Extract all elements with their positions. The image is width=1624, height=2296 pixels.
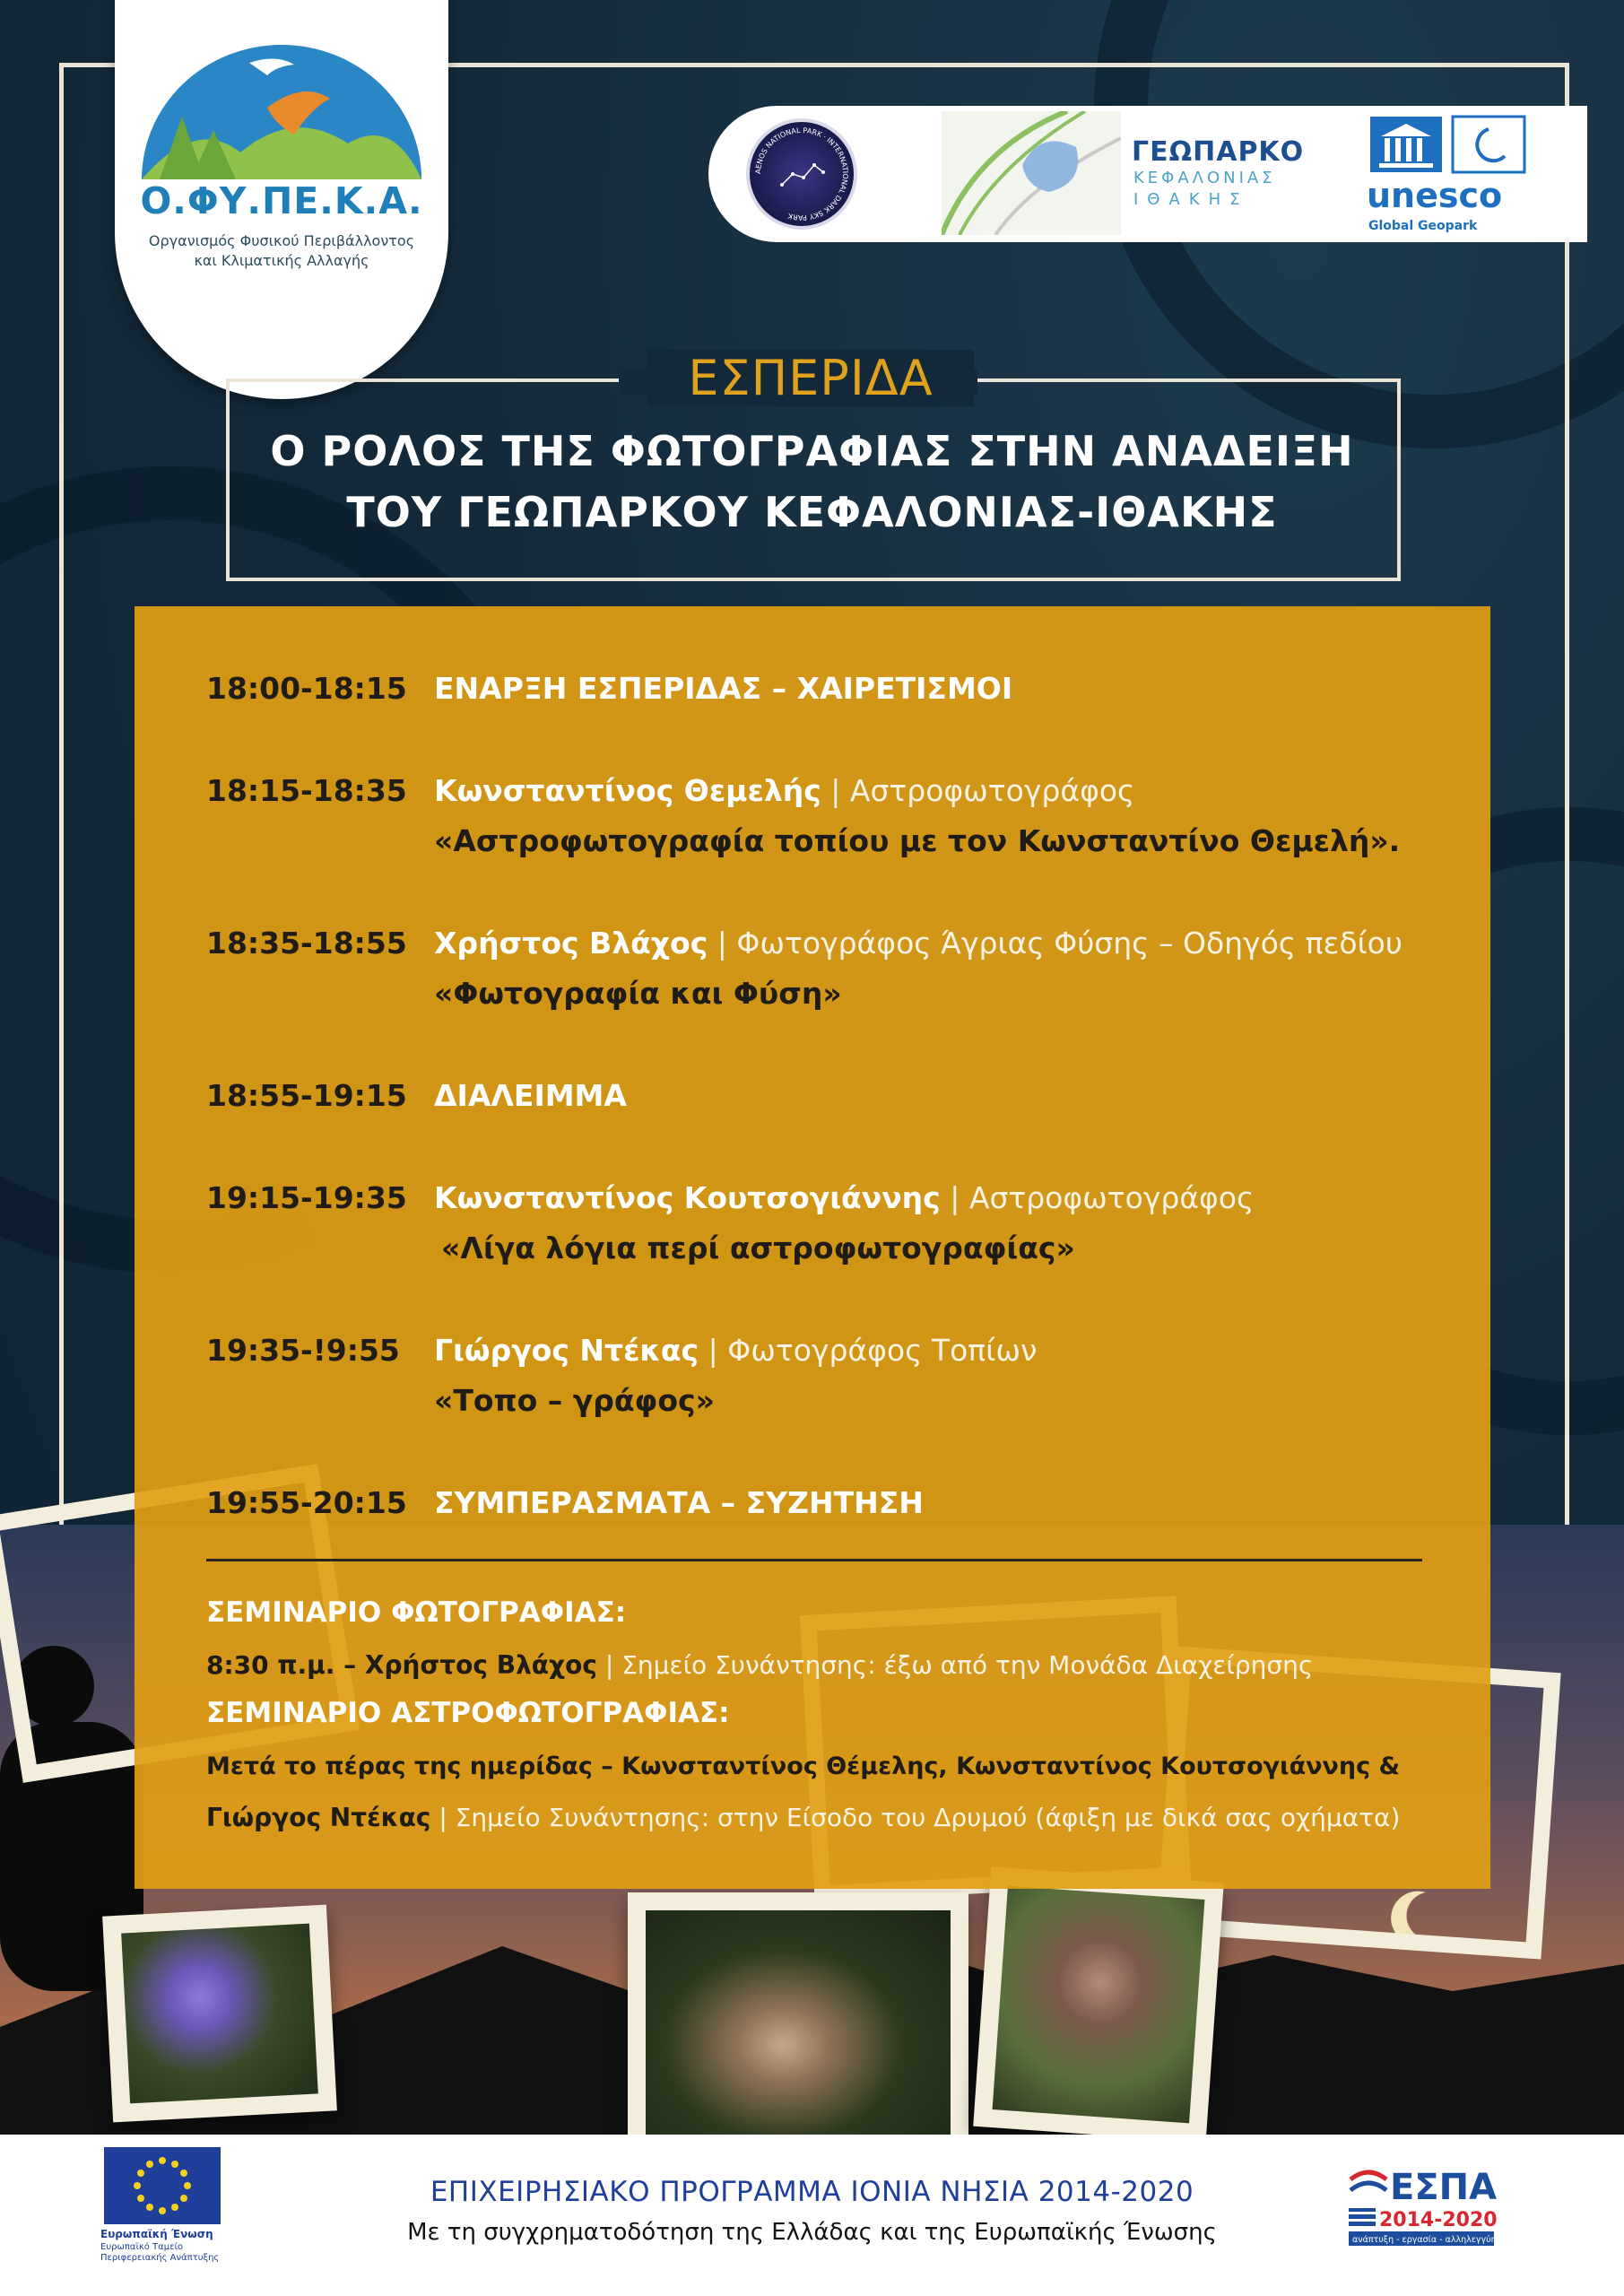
ofypeka-name: Ο.ΦΥ.ΠΕ.Κ.Α. (140, 179, 423, 222)
speaker-role: Φωτογράφος Τοπίων (727, 1333, 1038, 1368)
partner-logos-bar (708, 106, 1587, 242)
agenda-time: 19:15-19:35 (206, 1180, 407, 1215)
aenos-dark-sky-logo (746, 118, 857, 230)
agenda-time: 18:15-18:35 (206, 773, 407, 808)
speaker-name: Γιώργος Ντέκας (434, 1333, 699, 1368)
photo-pinecones (973, 1866, 1224, 2142)
espa-logo (1345, 2160, 1507, 2258)
photo-deer (628, 1892, 968, 2152)
svg-text:AENOS NATIONAL PARK · INTERNAT: AENOS NATIONAL PARK · INTERNATIONAL DARK SKY PARK (753, 126, 850, 222)
agenda-time: 19:35-!9:55 (206, 1333, 400, 1368)
svg-text:ανάπτυξη - εργασία - αλληλεγγύ: ανάπτυξη - εργασία - αλληλεγγύη (1352, 2235, 1497, 2245)
speaker-role: Αστροφωτογράφος (968, 1180, 1255, 1215)
seminar-details: 8:30 π.μ. – Χρήστος Βλάχος | Σημείο Συνάντησης: έξω από την Μονάδα Διαχείρησης (206, 1650, 1314, 1680)
eu-label: Ευρωπαϊκή Ένωση (100, 2228, 213, 2240)
eu-fund-label: Ευρωπαϊκό Ταμείο Περιφερειακής Ανάπτυξης (100, 2242, 220, 2263)
event-title-line: Ο ΡΟΛΟΣ ΤΗΣ ΦΩΤΟΓΡΑΦΙΑΣ ΣΤΗΝ ΑΝΑΔΕΙΞΗ (270, 427, 1354, 475)
unesco-global-geopark: Global Geopark (1368, 219, 1478, 233)
seminar-details: Μετά το πέρας της ημερίδας – Κωνσταντίνος Θέμελης, Κωνσταντίνος Κουτσογιάννης & (206, 1752, 1401, 1780)
ofypeka-emblem-icon (142, 45, 421, 188)
espa-emblem-icon (1345, 2160, 1507, 2258)
svg-text:ΕΣΠΑ: ΕΣΠΑ (1390, 2167, 1498, 2208)
aenos-constellation-icon (750, 122, 854, 226)
title-frame (226, 378, 1401, 581)
photo-flowers (102, 1905, 337, 2123)
geopark-subtitle: ΚΕΦΑΛΟΝΙΑΣ (1133, 169, 1276, 187)
speaker-name: Χρήστος Βλάχος (434, 926, 708, 961)
agenda-time: 18:35-18:55 (206, 926, 407, 961)
program-name: ΕΠΙΧΕΙΡΗΣΙΑΚΟ ΠΡΟΓΡΑΜΜΑ ΙΟΝΙΑ ΝΗΣΙΑ 2014-2020 (430, 2176, 1194, 2208)
talk-title: «Φωτογραφία και Φύση» (434, 976, 842, 1011)
speaker-role: Φωτογράφος Άγριας Φύσης – Οδηγός πεδίου (736, 926, 1403, 961)
seminar-details: Γιώργος Ντέκας | Σημείο Συνάντησης: στην Είσοδο του Δρυμού (άφιξη με δικά σας οχήματα) (206, 1803, 1401, 1832)
event-type-heading: ΕΣΠΕΡΙΔΑ (647, 350, 974, 406)
ofypeka-logo (115, 0, 448, 399)
speaker-role: Αστροφωτογράφος (849, 773, 1135, 808)
agenda-label: ΔΙΑΛΕΙΜΜΑ (434, 1078, 627, 1113)
speaker-name: Κωνσταντίνος Κουτσογιάννης (434, 1180, 941, 1215)
seminar-heading: ΣΕΜΙΝΑΡΙΟ ΑΣΤΡΟΦΩΤΟΓΡΑΦΙΑΣ: (206, 1697, 730, 1729)
talk-title: «Λίγα λόγια περί αστροφωτογραφίας» (441, 1231, 1075, 1265)
agenda-label: ΕΝΑΡΞΗ ΕΣΠΕΡΙΔΑΣ – ΧΑΙΡΕΤΙΣΜΟΙ (434, 671, 1013, 706)
talk-title: «Αστροφωτογραφία τοπίου με τον Κωνσταντίνο Θεμελή». (434, 823, 1401, 858)
divider (206, 1559, 1422, 1561)
seminar-heading: ΣΕΜΙΝΑΡΙΟ ΦΩΤΟΓΡΑΦΙΑΣ: (206, 1596, 627, 1629)
speaker-name: Κωνσταντίνος Θεμελής (434, 773, 821, 808)
talk-title: «Τοπο – γράφος» (434, 1383, 715, 1418)
unesco-wordmark: unesco (1367, 176, 1503, 215)
cofunding-note: Με τη συγχρηματοδότηση της Ελλάδας και της Ευρωπαϊκής Ένωσης (407, 2219, 1217, 2246)
ofypeka-subtitle: Οργανισμός Φυσικού Περιβάλλοντος και Κλιματικής Αλλαγής (148, 232, 415, 269)
agenda-time: 18:00-18:15 (206, 671, 407, 706)
agenda-panel: 18:00-18:15 ΕΝΑΡΞΗ ΕΣΠΕΡΙΔΑΣ – ΧΑΙΡΕΤΙΣΜΟΙ 18:15-18:35 Κωνσταντίνος Θεμελής | Αστροφωτογράφος «Αστροφωτογραφία τοπίου με τον Κωνσταντίνο Θεμελή». 18:35-18:55 Χρήστος Βλάχος | Φωτογράφος Άγριας Φύσης – Οδηγός πεδίου «Φωτογραφία και Φύση» 18:55-19:15 ΔΙΑΛΕΙΜΜΑ 19:15-19:35 Κωνσταντίνος Κουτσογιάννης | Αστροφωτογράφος «Λίγα λόγια περί αστροφωτογραφίας» 19:35-!9:55 Γιώργος Ντέκας | Φωτογράφος Τοπίων «Τοπο – γράφος» 19:55-20:15 ΣΥΜΠΕΡΑΣΜΑΤΑ – ΣΥΖΗΤΗΣΗ ΣΕΜΙΝΑΡΙΟ ΦΩΤΟΓΡΑΦΙΑΣ: 8:30 π.μ. – Χρήστος Βλάχος | Σημείο Συνάντησης: έξω από την Μονάδα Διαχείρησης ΣΕΜΙΝΑΡΙΟ ΑΣΤΡΟΦΩΤΟΓΡΑΦΙΑΣ: Μετά το πέρας της ημερίδας – Κωνσταντίνος Θέμελης, Κωνσταντίνος Κουτσογιάννης & Γιώργος Ντέκας | Σημείο Συνάντησης: στην Είσοδο του Δρυμού (άφιξη με δικά σας οχήματα) (135, 606, 1490, 1889)
geopark-title: ΓΕΩΠΑΡΚΟ (1132, 136, 1305, 168)
geopark-subtitle: ΙΘΑΚΗΣ (1133, 190, 1249, 209)
footer (0, 2135, 1624, 2296)
agenda-time: 19:55-20:15 (206, 1485, 407, 1520)
svg-text:2014-2020: 2014-2020 (1379, 2209, 1498, 2231)
agenda-time: 18:55-19:15 (206, 1078, 407, 1113)
geopark-map-icon (942, 111, 1121, 235)
agenda-label: ΣΥΜΠΕΡΑΣΜΑΤΑ – ΣΥΖΗΤΗΣΗ (434, 1485, 924, 1520)
event-title-line: ΤΟΥ ΓΕΩΠΑΡΚΟΥ ΚΕΦΑΛΟΝΙΑΣ-ΙΘΑΚΗΣ (346, 488, 1278, 536)
unesco-emblem-icon (1370, 113, 1532, 176)
